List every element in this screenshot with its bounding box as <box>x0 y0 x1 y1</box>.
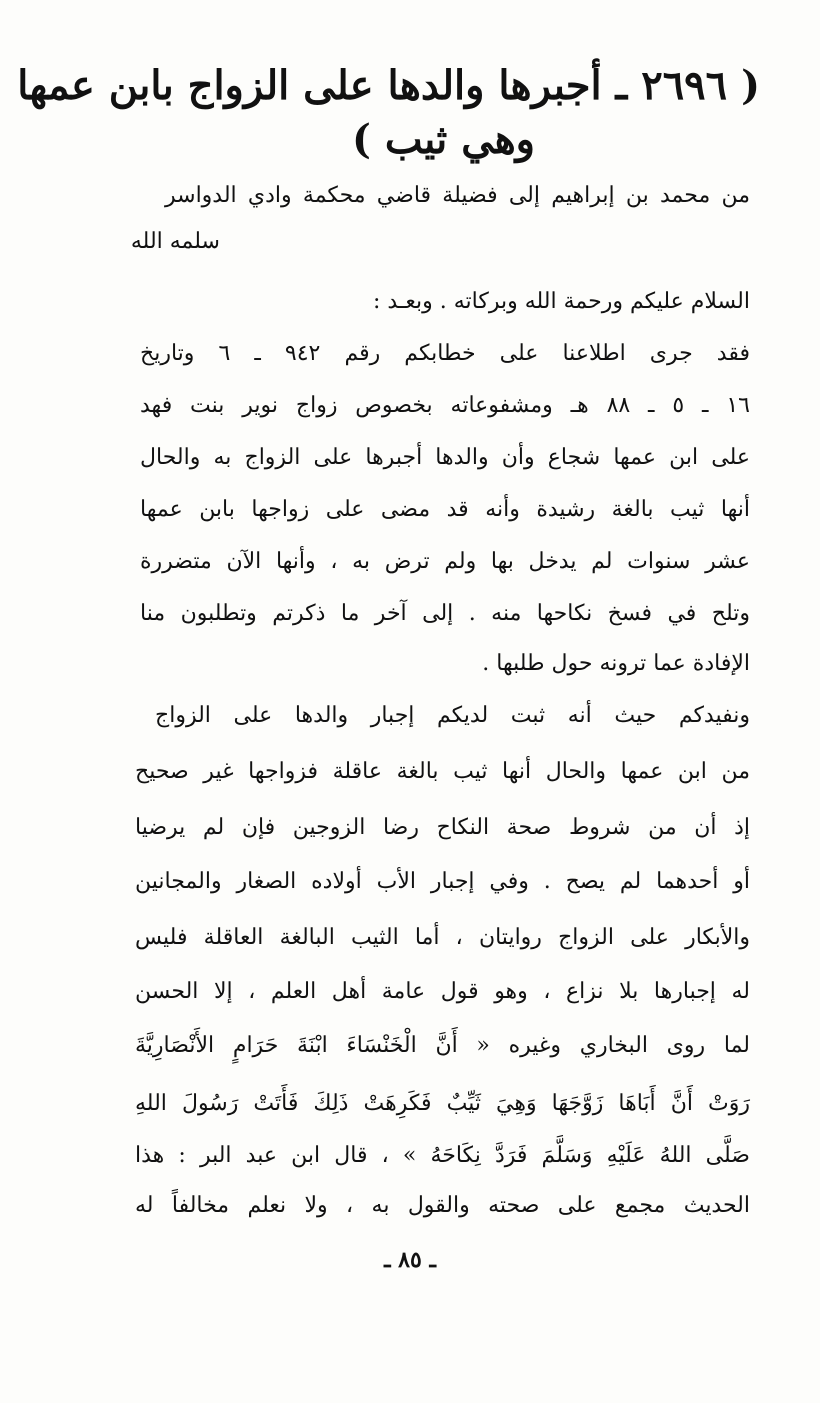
paragraph-1-line: الإفادة عما ترونه حول طلبها . <box>482 651 750 676</box>
recipient-line-2: سلمه الله <box>130 229 220 254</box>
page-number: ـ ٨٥ ـ <box>384 1247 436 1273</box>
recipient-line-1: من محمد بن إبراهيم إلى فضيلة قاضي محكمة وادي الدواسر <box>165 183 750 208</box>
fatwa-title-line-1: ( ٢٦٩٦ ـ أجبرها والدها على الزواج بابن عمها <box>17 62 760 109</box>
paragraph-2-line: ونفيدكم حيث أنه ثبت لديكم إجبار والدها على الزواج <box>155 703 750 728</box>
paragraph-1-line: وتلح في فسخ نكاحها منه . إلى آخر ما ذكرتم وتطلبون منا <box>140 601 750 626</box>
paragraph-1-line: عشر سنوات لم يدخل بها ولم ترض به ، وأنها الآن متضررة <box>140 549 750 574</box>
paragraph-1-line: أنها ثيب بالغة رشيدة وأنه قد مضى على زواجها بابن عمها <box>140 497 750 522</box>
paragraph-2-line: رَوَتْ أَنَّ أَبَاهَا زَوَّجَهَا وَهِيَ ثَيِّبٌ فَكَرِهَتْ ذَلِكَ فَأَتَتْ رَسُولَ اللهِ <box>135 1091 750 1116</box>
fatwa-title-line-2: وهي ثيب ) <box>351 116 535 163</box>
paragraph-1-line: فقد جرى اطلاعنا على خطابكم رقم ٩٤٢ ـ ٦ وتاريخ <box>140 341 750 366</box>
paragraph-2-line: إذ أن من شروط صحة النكاح رضا الزوجين فإن لم يرضيا <box>135 815 750 840</box>
paragraph-1-line: ١٦ ـ ٥ ـ ٨٨ هـ ومشفوعاته بخصوص زواج نوير بنت فهد <box>140 393 750 418</box>
paragraph-2-line: صَلَّى اللهُ عَلَيْهِ وَسَلَّمَ فَرَدَّ نِكَاحَهُ » ، قال ابن عبد البر : هذا <box>135 1143 750 1168</box>
paragraph-2-line: الحديث مجمع على صحته والقول به ، ولا نعلم مخالفاً له <box>135 1193 750 1218</box>
paragraph-2-line: من ابن عمها والحال أنها ثيب بالغة عاقلة فزواجها غير صحيح <box>135 759 750 784</box>
paragraph-2-line: لما روى البخاري وغيره « أَنَّ الْخَنْسَاءَ ابْنَةَ حَرَامٍ الأَنْصَارِيَّةَ <box>135 1033 750 1058</box>
paragraph-1-line: على ابن عمها شجاع وأن والدها أجبرها على الزواج به والحال <box>140 445 750 470</box>
paragraph-2-line: والأبكار على الزواج روايتان ، أما الثيب البالغة العاقلة فليس <box>135 925 750 950</box>
salutation: السلام عليكم ورحمة الله وبركاته . وبعـد : <box>373 289 750 314</box>
paragraph-2-line: أو أحدهما لم يصح . وفي إجبار الأب أولاده الصغار والمجانين <box>135 869 750 894</box>
paragraph-2-line: له إجبارها بلا نزاع ، وهو قول عامة أهل العلم ، إلا الحسن <box>135 979 750 1004</box>
